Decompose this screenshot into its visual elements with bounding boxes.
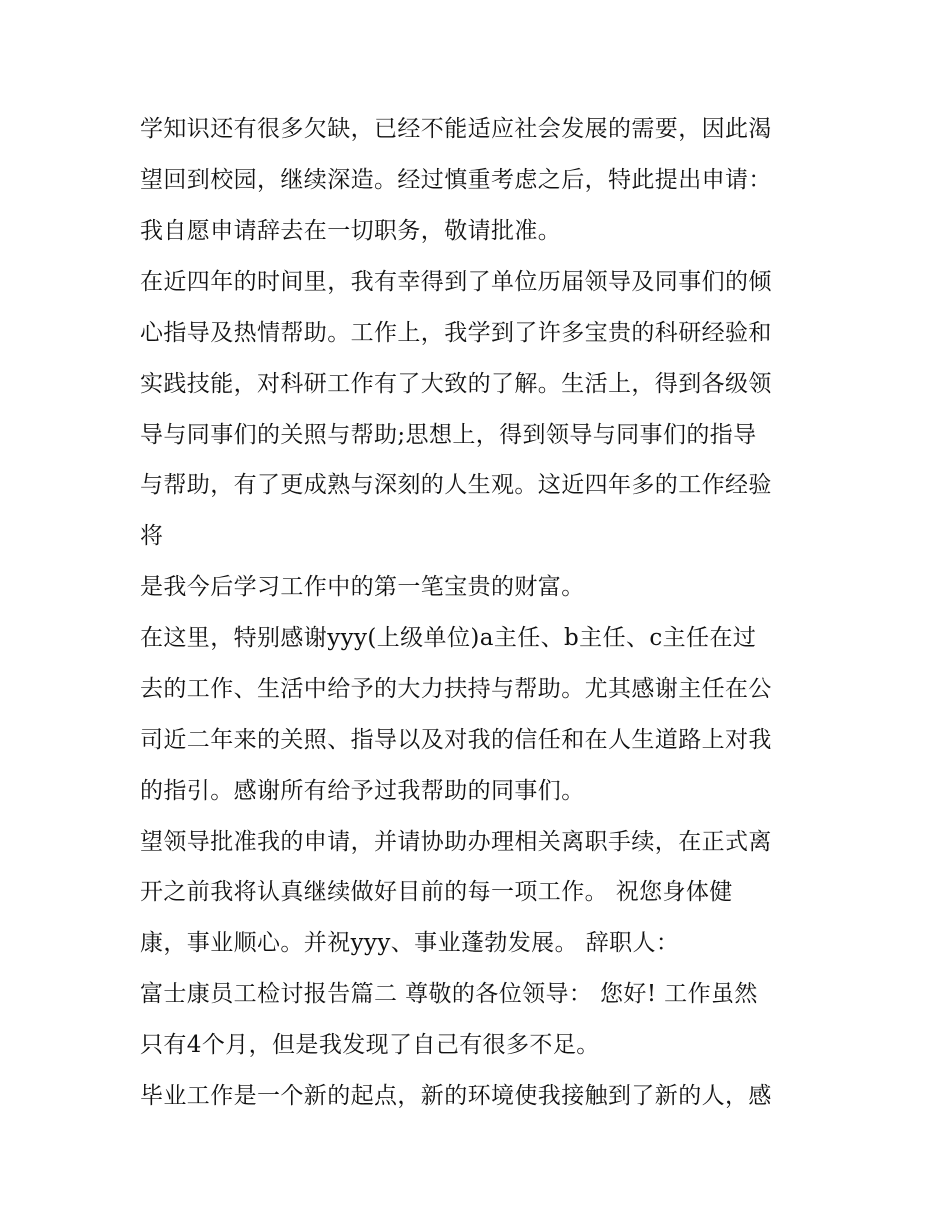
text-line: 望回到校园，继续深造。经过慎重考虑之后，特此提出申请： bbox=[140, 167, 772, 193]
text-line: 开之前我将认真继续做好目前的每一项工作。 祝您身体健 bbox=[140, 879, 733, 905]
text-line: 心指导及热情帮助。工作上，我学到了许多宝贵的科研经验和 bbox=[140, 320, 772, 346]
text-line: 毕业工作是一个新的起点，新的环境使我接触到了新的人，感 bbox=[140, 1083, 772, 1109]
text-line: 导与同事们的关照与帮助;思想上，得到领导与同事们的指导 bbox=[140, 422, 757, 448]
text-line: 康，事业顺心。并祝yyy、事业蓬勃发展。 辞职人： bbox=[140, 930, 680, 956]
text-line: 将 bbox=[140, 523, 164, 549]
text-line: 富士康员工检讨报告篇二 尊敬的各位领导： 您好! 工作虽然 bbox=[140, 981, 758, 1007]
text-line: 只有4个月，但是我发现了自己有很多不足。 bbox=[140, 1032, 600, 1058]
text-line: 去的工作、生活中给予的大力扶持与帮助。尤其感谢主任在公 bbox=[140, 676, 772, 702]
text-line: 在近四年的时间里，我有幸得到了单位历届领导及同事们的倾 bbox=[140, 269, 772, 295]
text-line: 望领导批准我的申请，并请协助办理相关离职手续，在正式离 bbox=[140, 829, 772, 855]
text-line: 学知识还有很多欠缺，已经不能适应社会发展的需要，因此渴 bbox=[140, 116, 772, 142]
text-line: 是我今后学习工作中的第一笔宝贵的财富。 bbox=[140, 574, 585, 600]
text-line: 司近二年来的关照、指导以及对我的信任和在人生道路上对我 bbox=[140, 727, 772, 753]
text-line: 实践技能，对科研工作有了大致的了解。生活上，得到各级领 bbox=[140, 371, 772, 397]
text-line: 在这里，特别感谢yyy(上级单位)a主任、b主任、c主任在过 bbox=[140, 625, 757, 651]
text-line: 与帮助，有了更成熟与深刻的人生观。这近四年多的工作经验 bbox=[140, 472, 772, 498]
text-line: 我自愿申请辞去在一切职务，敬请批准。 bbox=[140, 218, 562, 244]
text-line: 的指引。感谢所有给予过我帮助的同事们。 bbox=[140, 778, 585, 804]
